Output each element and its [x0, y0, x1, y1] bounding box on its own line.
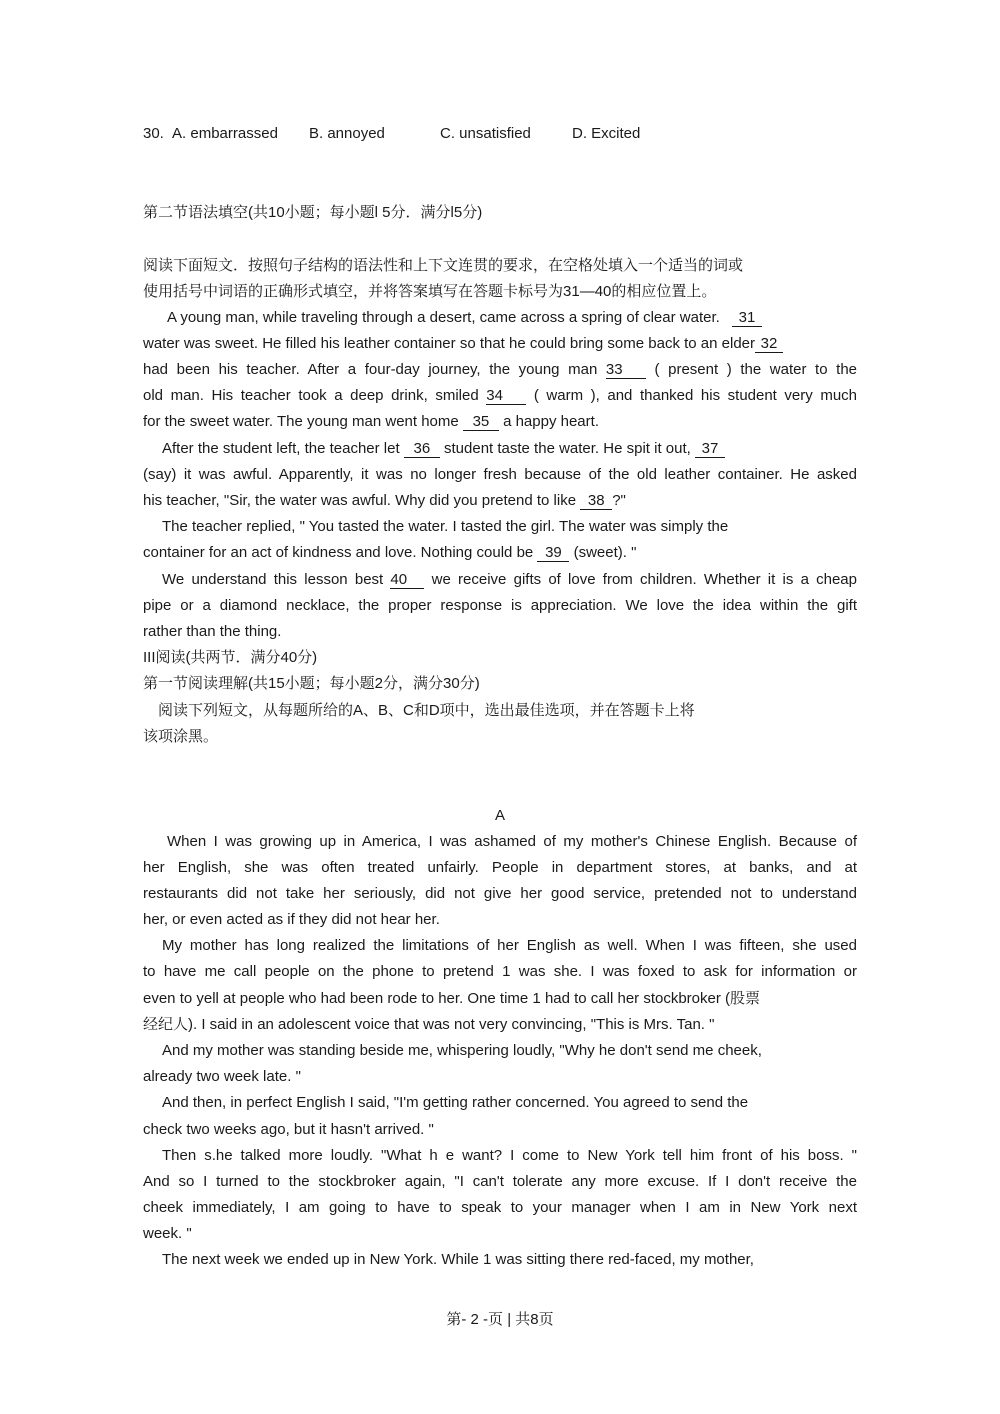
- passage-line: cheek immediately, I am going to have to speak to your manager when I am in New York next: [143, 1199, 857, 1216]
- page-footer: 第- 2 -页 | 共8页: [446, 1311, 554, 1328]
- passage-line: The next week we ended up in New York. While 1 was sitting there red-faced, my mother,: [162, 1251, 754, 1268]
- passage-line: 经纪人). I said in an adolescent voice that was not very convincing, "This is Mrs. Tan. ": [143, 1016, 715, 1033]
- cloze-line-2: water was sweet. He filled his leather container so that he could bring some back to an elder 32: [143, 334, 783, 354]
- reading-instruction-line-2: 该项涂黑。: [143, 728, 219, 745]
- blank-39: 39: [537, 544, 569, 562]
- passage-line: already two week late. ": [143, 1068, 301, 1085]
- cloze-line-1: A young man, while traveling through a desert, came across a spring of clear water. 31: [167, 308, 762, 328]
- passage-line: And then, in perfect English I said, "I'm getting rather concerned. You agreed to send the: [162, 1094, 749, 1111]
- passage-line: My mother has long realized the limitations of her English as well. When I was fifteen, she used: [162, 937, 857, 954]
- passage-line: And so I turned to the stockbroker again, "I can't tolerate any more excuse. If I don't receive the: [143, 1173, 857, 1190]
- passage-line: And my mother was standing beside me, whispering loudly, "Why he don't send me cheek,: [162, 1042, 762, 1059]
- cloze-line-13: rather than the thing.: [143, 623, 282, 640]
- blank-35: 35: [463, 413, 499, 431]
- blank-34: 34: [486, 387, 526, 405]
- question-number: 30.: [143, 125, 164, 142]
- cloze-line-12: pipe or a diamond necklace, the proper response is appreciation. We love the idea within the gift: [143, 597, 857, 614]
- section-2-title: 第二节语法填空(共10小题；每小题l 5分．满分l5分): [143, 204, 483, 221]
- part-3-title: III阅读(共两节．满分40分): [143, 649, 318, 666]
- passage-label: A: [494, 807, 505, 824]
- blank-31: 31: [732, 309, 762, 327]
- question-30-options: [143, 124, 641, 144]
- cloze-line-4: old man. His teacher took a deep drink, smiled 34 ( warm ), and thanked his student very much: [143, 387, 858, 404]
- blank-36: 36: [404, 440, 440, 458]
- passage-line: check two weeks ago, but it hasn't arrived. ": [143, 1121, 434, 1138]
- passage-line: to have me call people on the phone to pretend 1 was she. I was foxed to ask for information or: [143, 963, 857, 980]
- passage-line: week. ": [143, 1225, 192, 1242]
- option-b: B. annoyed: [309, 125, 385, 142]
- passage-line: Then s.he talked more loudly. "What h e want? I come to New York tell him front of his boss. ": [162, 1147, 857, 1164]
- option-d: D. Excited: [572, 125, 641, 142]
- passage-line: When I was growing up in America, I was ashamed of my mother's Chinese English. Because of: [167, 833, 857, 850]
- blank-37: 37: [695, 440, 725, 458]
- blank-38: 38: [580, 492, 612, 510]
- cloze-line-7: (say) it was awful. Apparently, it was no longer fresh because of the old leather container. He asked: [143, 466, 857, 483]
- cloze-line-9: The teacher replied, " You tasted the water. I tasted the girl. The water was simply the: [162, 518, 729, 535]
- cloze-line-11: We understand this lesson best 40 we receive gifts of love from children. Whether it is a cheap: [162, 571, 857, 588]
- blank-33: 33: [606, 361, 646, 379]
- blank-40: 40: [390, 571, 424, 589]
- instruction-line-1: 阅读下面短文．按照句子结构的语法性和上下文连贯的要求，在空格处填入一个适当的词或: [143, 257, 744, 274]
- passage-line: even to yell at people who had been rode to her. One time 1 had to call her stockbroker (股票: [143, 990, 761, 1007]
- cloze-line-10: container for an act of kindness and love. Nothing could be 39 (sweet). ": [143, 544, 637, 561]
- option-a: A. embarrassed: [172, 125, 278, 142]
- cloze-line-3: had been his teacher. After a four-day journey, the young man 33 ( present ) the water to the: [143, 361, 858, 378]
- passage-line: her, or even acted as if they did not hear her.: [143, 911, 440, 928]
- passage-line: restaurants did not take her seriously, did not give her good service, pretended not to understand: [143, 885, 857, 902]
- option-c: C. unsatisfied: [440, 125, 531, 142]
- cloze-line-6: After the student left, the teacher let 36 student taste the water. He spit it out, 37: [162, 439, 725, 459]
- cloze-line-5: for the sweet water. The young man went home 35 a happy heart.: [143, 413, 599, 430]
- blank-32: 32: [755, 335, 783, 353]
- instruction-line-2: 使用括号中词语的正确形式填空，并将答案填写在答题卡标号为31—40的相应位置上。: [143, 283, 717, 300]
- section-1-title: 第一节阅读理解(共15小题；每小题2分，满分30分): [143, 675, 480, 692]
- cloze-line-8: his teacher, "Sir, the water was awful. Why did you pretend to like 38 ?": [143, 492, 626, 509]
- passage-line: her English, she was often treated unfairly. People in department stores, at banks, and at: [143, 859, 857, 876]
- reading-instruction-line-1: 阅读下列短文，从每题所给的A、B、C和D项中，选出最佳选项，并在答题卡上将: [158, 702, 695, 719]
